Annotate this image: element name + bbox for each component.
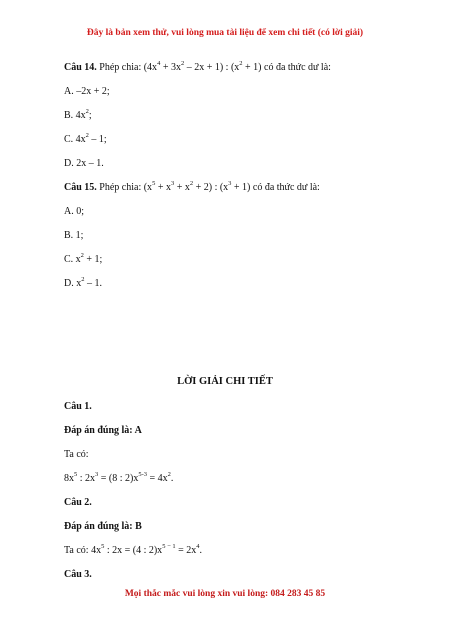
q15-exponent: 2 [189,179,194,187]
equation-text: . [199,545,202,556]
equation-text: = 4x [147,473,168,484]
solution-3-label: Câu 3. [64,569,92,580]
equation-text: : 2x = (4 : 2)x [104,545,163,556]
q15-text: Phép chia: (x [96,182,153,193]
q15-option-c [64,251,103,266]
q14-text: + 1) có đa thức dư là: [242,62,331,73]
option-text: – 1. [84,278,102,289]
equation-exponent: 5 − 1 [162,542,176,550]
question-14-label: Câu 14. [64,62,97,73]
solution-2-answer: Đáp án đúng là: B [64,521,142,532]
q14-option-c [64,131,107,146]
option-exponent: 2 [85,131,89,139]
q14-option-d: D. 2x – 1. [64,158,104,169]
q15-exponent: 3 [228,179,232,187]
q15-text: + 1) có đa thức dư là: [231,182,320,193]
q15-text: + 2) : (x [193,182,229,193]
q15-text: + x [174,182,190,193]
option-text: – 1; [88,134,107,145]
equation-exponent: 4 [196,542,200,550]
option-text: D. x [64,278,82,289]
solution-1-label: Câu 1. [64,401,92,412]
equation-text: . [170,473,174,484]
equation-exponent: 3 [95,470,99,478]
solution-1-intro: Ta có: [64,449,89,460]
question-15-label: Câu 15. [64,182,97,193]
q15-option-a: A. 0; [64,206,84,217]
q15-text: + x [155,182,171,193]
q14-text: Phép chia: (4x [96,62,158,73]
solutions-heading: LỜI GIẢI CHI TIẾT [177,376,273,387]
option-text: + 1; [83,254,103,265]
equation-text: = 2x [175,545,197,556]
option-text: ; [88,110,92,121]
q15-option-b: B. 1; [64,230,84,241]
preview-banner: Đây là bản xem thử, vui lòng mua tài liệu để xem chi tiết (có lời giải) [86,28,364,38]
q14-text: – 2x + 1) : (x [184,62,240,73]
q14-text: + 3x [160,62,181,73]
q14-exponent: 2 [180,59,185,67]
q14-exponent: 4 [157,59,161,67]
equation-exponent: 5 [101,542,105,550]
q14-exponent: 2 [239,59,243,67]
option-text: C. 4x [64,134,86,145]
option-exponent: 2 [81,275,85,283]
equation-text: 8x [64,473,74,484]
q15-exponent: 5 [152,179,156,187]
solution-1-equation [64,470,174,485]
q15-exponent: 3 [170,179,175,187]
equation-text: = (8 : 2)x [98,473,139,484]
equation-text: Ta có: 4x [64,545,102,556]
option-exponent: 2 [85,107,89,115]
question-15 [64,179,320,194]
option-text: C. x [64,254,81,265]
equation-exponent: 5 [74,470,78,478]
contact-banner: Mọi thắc mắc vui lòng xin vui lòng: 084 283 45 85 [124,589,326,599]
option-text: B. 4x [64,110,86,121]
equation-exponent: 2 [167,470,171,478]
solution-1-answer: Đáp án đúng là: A [64,425,142,436]
equation-exponent: 5-3 [138,470,148,478]
equation-text: : 2x [77,473,96,484]
option-exponent: 2 [80,251,84,259]
solution-2-label: Câu 2. [64,497,92,508]
solution-2-equation [64,542,202,557]
q15-option-d [64,275,102,290]
q14-option-a: A. –2x + 2; [64,86,110,97]
question-14 [64,59,331,74]
q14-option-b [64,107,92,122]
